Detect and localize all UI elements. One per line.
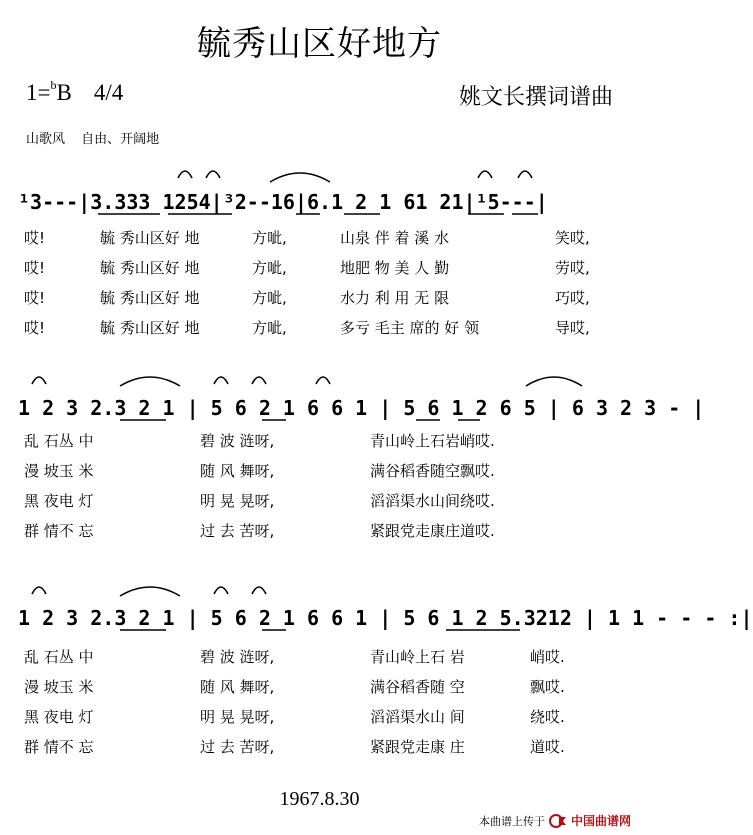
source-credit xyxy=(479,812,631,829)
key-note: B xyxy=(56,80,72,105)
lyric-cell: 导哎, xyxy=(555,319,590,337)
lyric-cell: 劳哎, xyxy=(555,259,590,277)
author-credit: 姚文长撰词谱曲 xyxy=(458,85,613,110)
lyric-cell: 滔滔渠水山间绕哎. xyxy=(370,492,495,510)
key-prefix: 1= xyxy=(26,80,51,105)
credit-text: 本曲谱上传于 xyxy=(478,814,545,828)
slur-mark xyxy=(120,587,180,596)
time-signature: 4/4 xyxy=(93,80,124,105)
lyric-cell: 地肥 物 美 人 勤 xyxy=(340,259,450,277)
lyric-cell: 漫 坡玉 米 xyxy=(24,678,94,696)
lyric-cell: 哎! xyxy=(24,259,46,277)
lyric-cell: 绕哎. xyxy=(530,708,565,726)
lyric-cell: 哎! xyxy=(24,229,46,247)
lyric-cell: 山泉 伴 着 溪 水 xyxy=(340,229,450,247)
lyric-cell: 随 风 舞呀, xyxy=(200,462,275,480)
slur-mark xyxy=(526,377,582,386)
lyric-cell: 青山岭上石 岩 xyxy=(370,648,465,666)
fermata-mark xyxy=(252,587,266,594)
lyric-cell: 道哎. xyxy=(530,738,565,756)
lyric-cell: 哎! xyxy=(24,289,46,307)
lyric-cell: 哎! xyxy=(24,319,46,337)
song-title: 毓秀山区好地方 xyxy=(197,24,442,64)
lyric-cell: 巧哎, xyxy=(555,289,590,307)
lyric-cell: 碧 波 涟呀, xyxy=(200,432,275,450)
lyric-cell: 水力 利 用 无 限 xyxy=(340,289,450,307)
key-flat: b xyxy=(50,78,57,93)
lyric-cell: 黑 夜电 灯 xyxy=(24,708,94,726)
tempo-expression: 自由、开阔地 xyxy=(81,132,160,147)
lyric-cell: 方呲, xyxy=(252,259,287,277)
lyric-cell: 紧跟党走康 庄 xyxy=(370,738,465,756)
fermata-mark xyxy=(214,377,228,384)
lyric-cell: 乱 石丛 中 xyxy=(24,432,94,450)
fermata-mark xyxy=(252,377,266,384)
lyric-cell: 滔滔渠水山 间 xyxy=(370,708,465,726)
fermata-mark xyxy=(32,377,46,384)
lyric-cell: 方呲, xyxy=(252,289,287,307)
lyric-cell: 群 情不 忘 xyxy=(24,522,94,540)
slur-mark xyxy=(270,173,330,182)
lyric-cell: 毓 秀山区好 地 xyxy=(100,259,200,277)
lyric-cell: 紧跟党走康庄道哎. xyxy=(370,522,495,540)
fermata-mark xyxy=(214,587,228,594)
composition-date: 1967.8.30 xyxy=(279,788,360,810)
lyric-cell: 方呲, xyxy=(252,319,287,337)
fermata-mark xyxy=(478,171,492,178)
notation-line-2: 1 2 3 2.3 2 1 | 5 6 2 1 6 6 1 | 5 6 1 2 6 5 | 6 3 2 3 - | xyxy=(18,396,705,420)
fermata-mark xyxy=(316,377,330,384)
lyric-cell: 满谷稻香随空飘哎. xyxy=(370,462,495,480)
lyric-cell: 过 去 苦呀, xyxy=(200,522,275,540)
tempo-style: 山歌风 xyxy=(26,132,66,147)
lyric-cell: 多亏 毛主 席的 好 领 xyxy=(340,319,480,337)
lyric-cell: 随 风 舞呀, xyxy=(200,678,275,696)
lyric-cell: 毓 秀山区好 地 xyxy=(100,229,200,247)
lyric-cell: 明 晃 晃呀, xyxy=(200,492,275,510)
fermata-mark xyxy=(32,587,46,594)
lyric-cell: 过 去 苦呀, xyxy=(200,738,275,756)
lyric-cell: 毓 秀山区好 地 xyxy=(100,289,200,307)
lyric-cell: 碧 波 涟呀, xyxy=(200,648,275,666)
lyric-cell: 笑哎, xyxy=(555,229,590,247)
slur-mark xyxy=(120,377,180,386)
lyric-cell: 明 晃 晃呀, xyxy=(200,708,275,726)
credit-brand[interactable]: 中国曲谱网 xyxy=(570,814,631,828)
lyric-cell: 青山岭上石岩峭哎. xyxy=(370,432,495,450)
lyric-cell: 峭哎. xyxy=(530,648,565,666)
lyric-cell: 黑 夜电 灯 xyxy=(24,492,94,510)
lyric-cell: 漫 坡玉 米 xyxy=(24,462,94,480)
music-logo-icon xyxy=(549,814,567,828)
notation-line-3: 1 2 3 2.3 2 1 | 5 6 2 1 6 6 1 | 5 6 1 2 5.3212 | 1 1 - - - :| xyxy=(18,606,753,630)
lyric-cell: 方呲, xyxy=(252,229,287,247)
lyric-cell: 飘哎. xyxy=(530,678,565,696)
lyric-cell: 群 情不 忘 xyxy=(24,738,94,756)
fermata-mark xyxy=(518,171,532,178)
notation-line-1: ¹3---|3.333 1254|³2--16|6.1 2 1 61 21|¹5---| xyxy=(18,190,548,214)
lyric-cell: 毓 秀山区好 地 xyxy=(100,319,200,337)
fermata-mark xyxy=(206,171,220,178)
fermata-mark xyxy=(178,171,192,178)
lyric-cell: 满谷稻香随 空 xyxy=(370,678,465,696)
lyric-cell: 乱 石丛 中 xyxy=(24,648,94,666)
